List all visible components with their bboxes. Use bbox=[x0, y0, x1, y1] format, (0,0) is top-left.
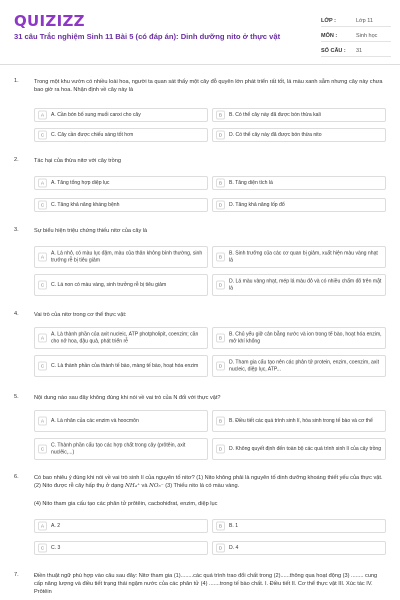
question-number: 4. bbox=[14, 311, 19, 317]
nitrate-formula: NO₃⁻ bbox=[149, 483, 164, 489]
option-b[interactable] bbox=[212, 176, 386, 190]
option-text: D. Tham gia cấu tạo nên các phân tử protein, enzim, coenzim, axit nucleic, diệp lục, ATP... bbox=[229, 359, 379, 372]
meta-row-class bbox=[321, 12, 391, 27]
question-number: 2. bbox=[14, 157, 19, 163]
option-text: D. Không quyết định đến toàn bộ các quá trình sinh lí của cây trồng bbox=[229, 445, 382, 452]
meta-value: Lớp 11 bbox=[356, 18, 373, 24]
question-text: Nội dung nào sau đây không đúng khi nói về vai trò của N đối với thực vật? bbox=[34, 395, 221, 401]
option-letter: A bbox=[38, 253, 47, 262]
option-text: C. Cây cần được chiếu sáng tốt hơn bbox=[51, 131, 134, 138]
option-text: C. Thành phần cấu tạo các hợp chất trong cây (prôtêin, axit nuclêic,...) bbox=[51, 442, 186, 455]
option-letter: C bbox=[38, 131, 47, 140]
option-b[interactable] bbox=[212, 410, 386, 432]
option-c[interactable] bbox=[34, 541, 208, 555]
question-text: (4) Nito tham gia cấu tạo các phân tử prôtêin, cacbohiđrat, enzim, diệp lục bbox=[34, 501, 218, 507]
meta-value: 31 bbox=[356, 48, 363, 54]
question-text-part: (3) Thiếu nito lá có màu vàng. bbox=[163, 483, 240, 489]
option-text: C. Lá non có màu vàng, sinh trưởng rễ bị tiêu giảm bbox=[51, 281, 167, 288]
option-b[interactable] bbox=[212, 519, 386, 533]
meta-key: SỐ CÂU : bbox=[321, 48, 346, 54]
question-number: 5. bbox=[14, 394, 19, 400]
option-letter: B bbox=[216, 334, 225, 343]
option-text: D. 4 bbox=[229, 544, 239, 551]
question-number: 7. bbox=[14, 572, 19, 578]
option-a[interactable] bbox=[34, 176, 208, 190]
option-text: B. Chủ yếu giữ cân bằng nước và ion trong tế bào, hoạt hóa enzim, mở khí khổng bbox=[229, 331, 382, 344]
option-a[interactable] bbox=[34, 246, 208, 268]
option-text: D. Lá màu vàng nhạt, mép lá màu đỏ và có nhiều chấm đỏ trên mặt lá bbox=[229, 278, 382, 291]
option-d[interactable] bbox=[212, 438, 386, 460]
question-text: Vai trò của nitơ trong cơ thể thực vật: bbox=[34, 312, 127, 318]
option-text: B. Có thể cây này đã được bón thừa kali bbox=[229, 111, 321, 118]
option-text: B. 1 bbox=[229, 522, 239, 529]
option-text: D. Tăng khả năng lốp đổ bbox=[229, 201, 285, 208]
option-text: C. Tăng khả năng kháng bệnh bbox=[51, 201, 120, 208]
option-text: B. Tăng diện tích lá bbox=[229, 179, 273, 186]
option-d[interactable] bbox=[212, 128, 386, 142]
question-number: 6. bbox=[14, 474, 19, 480]
option-c[interactable] bbox=[34, 274, 208, 296]
question-text: Tác hại của thừa nitơ với cây trồng bbox=[34, 158, 121, 164]
question-text bbox=[34, 474, 386, 490]
question-number: 3. bbox=[14, 227, 19, 233]
option-letter: B bbox=[216, 522, 225, 531]
option-text: C. 3 bbox=[51, 544, 61, 551]
option-text: B. Điều tiết các quá trình sinh lí, hóa sinh trong tế bào và cơ thể bbox=[229, 417, 373, 424]
meta-row-subject bbox=[321, 27, 391, 42]
option-letter: B bbox=[216, 111, 225, 120]
question-text-part: và bbox=[139, 483, 149, 489]
ammonium-formula: NH₄⁺ bbox=[125, 483, 140, 489]
option-text: C. Là thành phần của thành tế bào, màng tế bào, hoạt hóa enzim bbox=[51, 362, 199, 369]
option-text: A. Là thành phần của axit nucleic, ATP photpholipit, coenzim; cần cho nở hoa, đậu quả, phát triển rễ bbox=[51, 331, 199, 344]
meta-key: LỚP : bbox=[321, 18, 336, 24]
option-text: A. Lá nhỏ, có màu lục đậm, màu của thân không bình thường, sinh trưởng rễ bị tiêu giảm bbox=[51, 250, 203, 263]
option-c[interactable] bbox=[34, 438, 208, 460]
option-letter: A bbox=[38, 417, 47, 426]
option-text: A. 2 bbox=[51, 522, 61, 529]
quizizz-logo[interactable]: QUIZIZZ bbox=[14, 12, 85, 30]
option-a[interactable] bbox=[34, 519, 208, 533]
option-a[interactable] bbox=[34, 108, 208, 122]
option-letter: D bbox=[216, 544, 225, 553]
option-letter: A bbox=[38, 111, 47, 120]
option-text: B. Sinh trưởng của các cơ quan bị giảm, xuất hiện màu vàng nhạt lá bbox=[229, 250, 378, 263]
option-letter: B bbox=[216, 417, 225, 426]
option-b[interactable] bbox=[212, 246, 386, 268]
option-letter: C bbox=[38, 201, 47, 210]
question-text: Điền thuật ngữ phù hợp vào câu sau đây: Nitơ tham gia (1)........các quá trình trao đổi chất trong (2)......thông qua hoạt động (3) ........ cung cấp năng lượng và điều tiết trạng thái ngậm nước của các phân tử (4) .......trong tế bào chất. I. Điều tiết II. Cơ thể thực vật III. Xúc tác IV. Prôtêin bbox=[34, 573, 378, 595]
option-letter: C bbox=[38, 445, 47, 454]
option-text: A. Tăng tổng hợp diệp lục bbox=[51, 179, 110, 186]
option-c[interactable] bbox=[34, 355, 208, 377]
option-letter: C bbox=[38, 544, 47, 553]
option-d[interactable] bbox=[212, 355, 386, 377]
option-letter: A bbox=[38, 522, 47, 531]
option-letter: D bbox=[216, 281, 225, 290]
meta-box bbox=[321, 12, 391, 57]
option-c[interactable] bbox=[34, 198, 208, 212]
option-letter: C bbox=[38, 281, 47, 290]
option-b[interactable] bbox=[212, 108, 386, 122]
page-title: 31 câu Trắc nghiệm Sinh 11 Bài 5 (có đáp án): Dinh dưỡng nito ở thực vật bbox=[14, 32, 281, 41]
header bbox=[0, 0, 400, 65]
question-text: Trong một khu vườn có nhiều loài hoa, người ta quan sát thấy một cây đỗ quyên lớn phát triển rất tốt, lá màu xanh sẫm nhưng cây này chưa bao giờ ra hoa. Nhận định về cây này là bbox=[34, 79, 383, 93]
meta-row-count bbox=[321, 42, 391, 57]
option-letter: B bbox=[216, 179, 225, 188]
option-letter: A bbox=[38, 179, 47, 188]
meta-value: Sinh học bbox=[356, 33, 378, 39]
option-a[interactable] bbox=[34, 410, 208, 432]
option-a[interactable] bbox=[34, 327, 208, 349]
option-letter: D bbox=[216, 445, 225, 454]
option-letter: C bbox=[38, 362, 47, 371]
question-number: 1. bbox=[14, 78, 19, 84]
option-letter: D bbox=[216, 131, 225, 140]
option-text: A. Là nhân của các enzim và hoocmôn bbox=[51, 417, 139, 424]
option-d[interactable] bbox=[212, 541, 386, 555]
question-text-part: Có bao nhiêu ý đúng khi nói về vai trò sinh lí của nguyên tố nitơ? (1) Nito không phải là nguyên tố dinh dưỡng khoáng thiết yếu của thực vật. (2) Nito được rễ cây hấp thụ ở dạng bbox=[34, 475, 383, 489]
option-d[interactable] bbox=[212, 274, 386, 296]
question-text: Sự biểu hiện triệu chứng thiếu nitơ của cây là bbox=[34, 228, 148, 234]
option-letter: B bbox=[216, 253, 225, 262]
option-c[interactable] bbox=[34, 128, 208, 142]
option-letter: D bbox=[216, 201, 225, 210]
option-letter: D bbox=[216, 362, 225, 371]
option-b[interactable] bbox=[212, 327, 386, 349]
option-letter: A bbox=[38, 334, 47, 343]
meta-key: MÔN : bbox=[321, 33, 338, 39]
option-text: D. Có thể cây này đã được bón thừa nito bbox=[229, 131, 322, 138]
option-d[interactable] bbox=[212, 198, 386, 212]
option-text: A. Cần bón bổ sung muối canxi cho cây bbox=[51, 111, 141, 118]
